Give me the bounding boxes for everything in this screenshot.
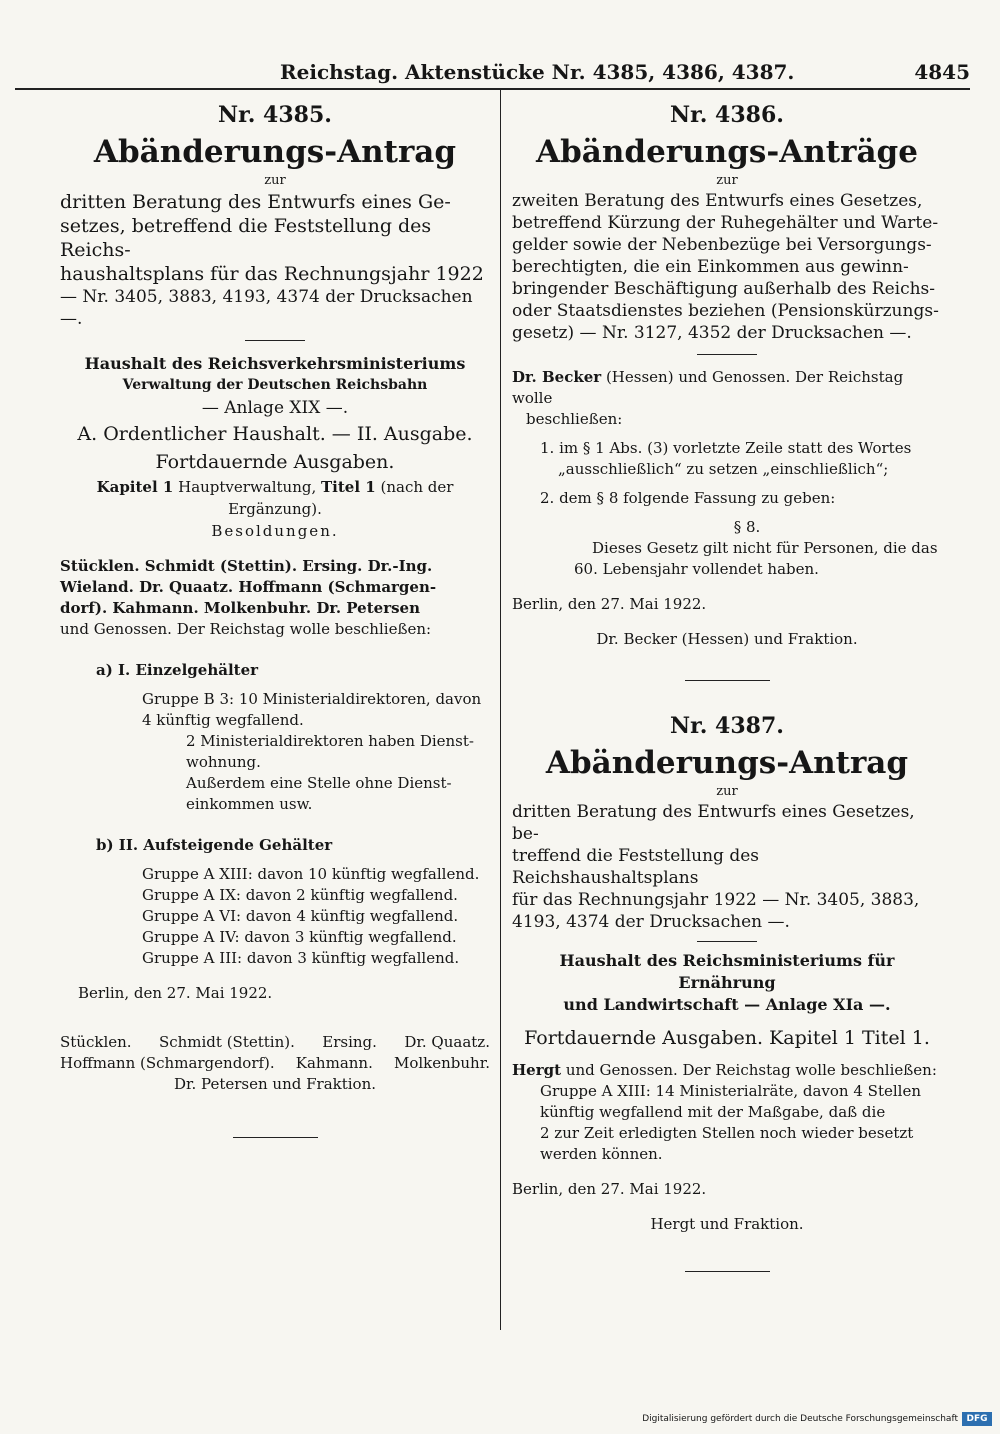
motion-title: Abänderungs-Antrag xyxy=(93,134,457,170)
signer: Ersing. xyxy=(322,1033,377,1051)
date-line: Berlin, den 27. Mai 1922. xyxy=(512,595,707,613)
list-heading-b: b) II. Aufsteigende Gehälter xyxy=(96,836,333,854)
lead-line: — Nr. 3405, 3883, 4193, 4374 der Drucksachen —. xyxy=(60,287,473,329)
document-number: Nr. 4387. xyxy=(670,713,784,739)
anlage-label: — Anlage XIX —. xyxy=(201,398,349,418)
zur-label: zur xyxy=(716,784,738,799)
end-rule xyxy=(685,1271,770,1272)
lead-line: betreffend Kürzung der Ruhegehälter und Warte- xyxy=(512,213,939,233)
lead-line: dritten Beratung des Entwurfs eines Gesetzes, be- xyxy=(512,802,915,844)
right-column xyxy=(512,100,942,1302)
date-line: Berlin, den 27. Mai 1922. xyxy=(78,984,273,1002)
footer-credit xyxy=(607,1411,992,1427)
section-heading: Haushalt des Reichsministeriums für Ernährung xyxy=(559,951,895,992)
lead-line: berechtigten, die ein Einkommen aus gewinn- xyxy=(512,257,909,277)
signer: Hoffmann (Schmargendorf). xyxy=(60,1054,275,1072)
signer: Dr. Quaatz. xyxy=(404,1033,490,1051)
lead-line: bringender Beschäftigung außerhalb des Reichs- xyxy=(512,279,936,299)
gruppe-line: werden können. xyxy=(540,1145,663,1163)
signature: Hergt und Fraktion. xyxy=(650,1215,804,1233)
list-item: 1. im § 1 Abs. (3) vorletzte Zeile statt des Wortes xyxy=(540,439,912,457)
signer: Kahmann. xyxy=(295,1054,373,1072)
page-number: 4845 xyxy=(914,60,970,84)
lead-paragraph xyxy=(512,190,942,344)
page-header xyxy=(280,60,970,86)
subsection-heading: Verwaltung der Deutschen Reichsbahn xyxy=(122,377,428,393)
section-rule xyxy=(245,340,305,341)
movers-line: dorf). Kahmann. Molkenbuhr. Dr. Petersen xyxy=(60,599,420,617)
lead-line: dritten Beratung des Entwurfs eines Ge- xyxy=(60,191,451,213)
gruppe-line: künftig wegfallend mit der Maßgabe, daß die xyxy=(540,1103,886,1121)
movers-paragraph xyxy=(60,556,490,640)
fortdauernde-heading: Fortdauernde Ausgaben. Kapitel 1 Titel 1. xyxy=(524,1027,930,1049)
header-rule xyxy=(15,88,970,90)
lead-paragraph xyxy=(512,801,942,933)
kapitel-text: Hauptverwaltung, xyxy=(173,478,322,496)
signers-last: Dr. Petersen und Fraktion. xyxy=(173,1075,377,1093)
mover-text: (Hessen) und Genossen. Der Reichstag wolle xyxy=(512,368,904,407)
end-rule xyxy=(233,1137,318,1138)
lead-line: gelder sowie der Nebenbezüge bei Versorgungs- xyxy=(512,235,932,255)
list-item: „ausschließlich“ zu setzen „einschließlich“; xyxy=(558,460,889,478)
motion-title: Abänderungs-Anträge xyxy=(536,134,918,170)
lead-paragraph xyxy=(60,190,490,330)
besoldungen-label: Besoldungen. xyxy=(211,522,339,540)
paragraph-text: Dieses Gesetz gilt nicht für Personen, die das xyxy=(592,539,938,557)
list-item: Gruppe A VI: davon 4 künftig wegfallend. xyxy=(142,907,459,925)
lead-line: für das Rechnungsjahr 1922 — Nr. 3405, 3883, xyxy=(512,890,920,910)
signature: Dr. Becker (Hessen) und Fraktion. xyxy=(596,630,858,648)
titel-label: Titel 1 xyxy=(321,478,376,496)
kapitel-line xyxy=(60,476,490,520)
section-rule xyxy=(697,941,757,942)
list-item: Gruppe A IX: davon 2 künftig wegfallend. xyxy=(142,886,458,904)
lead-line: zweiten Beratung des Entwurfs eines Gesetzes, xyxy=(512,191,923,211)
list-item: Außerdem eine Stelle ohne Dienst- xyxy=(186,774,452,792)
lead-line: gesetz) — Nr. 3127, 4352 der Drucksachen —. xyxy=(512,323,912,343)
list-item: Gruppe A III: davon 3 künftig wegfallend. xyxy=(142,949,460,967)
movers-line: Wieland. Dr. Quaatz. Hoffmann (Schmargen- xyxy=(60,578,437,596)
zur-label: zur xyxy=(716,173,738,188)
signers-line xyxy=(60,1032,490,1053)
lead-line: haushaltsplans für das Rechnungsjahr 1922 xyxy=(60,263,484,285)
list-heading-a: a) I. Einzelgehälter xyxy=(96,661,259,679)
running-title: Reichstag. Aktenstücke Nr. 4385, 4386, 4387. xyxy=(280,60,795,84)
lead-line: 4193, 4374 der Drucksachen —. xyxy=(512,912,790,932)
section-rule xyxy=(697,354,757,355)
mover-paragraph xyxy=(512,367,942,430)
paragraph-number: § 8. xyxy=(733,518,761,536)
list-item: einkommen usw. xyxy=(186,795,313,813)
fortdauernde-heading: Fortdauernde Ausgaben. xyxy=(155,451,395,473)
separator-rule xyxy=(685,680,770,681)
lead-line: oder Staatsdienstes beziehen (Pensionskürzungs- xyxy=(512,301,939,321)
lead-line: treffend die Feststellung des Reichshaushaltsplans xyxy=(512,846,759,888)
motion-title: Abänderungs-Antrag xyxy=(545,745,909,781)
movers-line: und Genossen. Der Reichstag wolle beschließen: xyxy=(60,620,432,638)
list-item: Gruppe A XIII: davon 10 künftig wegfallend. xyxy=(142,865,480,883)
zur-label: zur xyxy=(264,173,286,188)
column-divider xyxy=(500,90,501,1330)
mover-text: beschließen: xyxy=(526,410,623,428)
gruppe-line: Gruppe A XIII: 14 Ministerialräte, davon 4 Stellen xyxy=(540,1082,921,1100)
section-heading: Haushalt des Reichsverkehrsministeriums xyxy=(84,354,466,373)
haushalt-heading: A. Ordentlicher Haushalt. — II. Ausgabe. xyxy=(77,423,473,445)
signer: Stücklen. xyxy=(60,1033,132,1051)
gruppe-line: 2 zur Zeit erledigten Stellen noch wieder besetzt xyxy=(540,1124,914,1142)
signer: Molkenbuhr. xyxy=(393,1054,490,1072)
paragraph-text: 60. Lebensjahr vollendet haben. xyxy=(574,560,819,578)
list-item: Gruppe B 3: 10 Ministerialdirektoren, davon xyxy=(142,690,482,708)
signers-line xyxy=(60,1053,490,1074)
mover-name: Hergt xyxy=(512,1061,562,1079)
list-item: wohnung. xyxy=(186,753,261,771)
movers-line: Stücklen. Schmidt (Stettin). Ersing. Dr.-Ing. xyxy=(60,557,433,575)
document-number: Nr. 4386. xyxy=(670,102,784,128)
left-column xyxy=(60,100,490,1168)
section-heading: und Landwirtschaft — Anlage XIa —. xyxy=(563,995,891,1014)
kapitel-label: Kapitel 1 xyxy=(96,478,174,496)
dfg-logo: DFG xyxy=(962,1412,992,1426)
lead-line: setzes, betreffend die Feststellung des Reichs- xyxy=(60,215,432,261)
mover-text: und Genossen. Der Reichstag wolle beschließen: xyxy=(561,1061,937,1079)
mover-name: Dr. Becker xyxy=(512,368,602,386)
list-item: 2 Ministerialdirektoren haben Dienst- xyxy=(186,732,474,750)
list-item: Gruppe A IV: davon 3 künftig wegfallend. xyxy=(142,928,457,946)
credit-text: Digitalisierung gefördert durch die Deutsche Forschungsgemeinschaft xyxy=(642,1414,958,1424)
document-number: Nr. 4385. xyxy=(218,102,332,128)
list-item: 4 künftig wegfallend. xyxy=(142,711,304,729)
titel-text: (nach der Ergänzung). xyxy=(228,478,454,518)
signer: Schmidt (Stettin). xyxy=(158,1033,295,1051)
list-item: 2. dem § 8 folgende Fassung zu geben: xyxy=(540,489,836,507)
date-line: Berlin, den 27. Mai 1922. xyxy=(512,1180,707,1198)
mover-paragraph xyxy=(512,1060,942,1081)
